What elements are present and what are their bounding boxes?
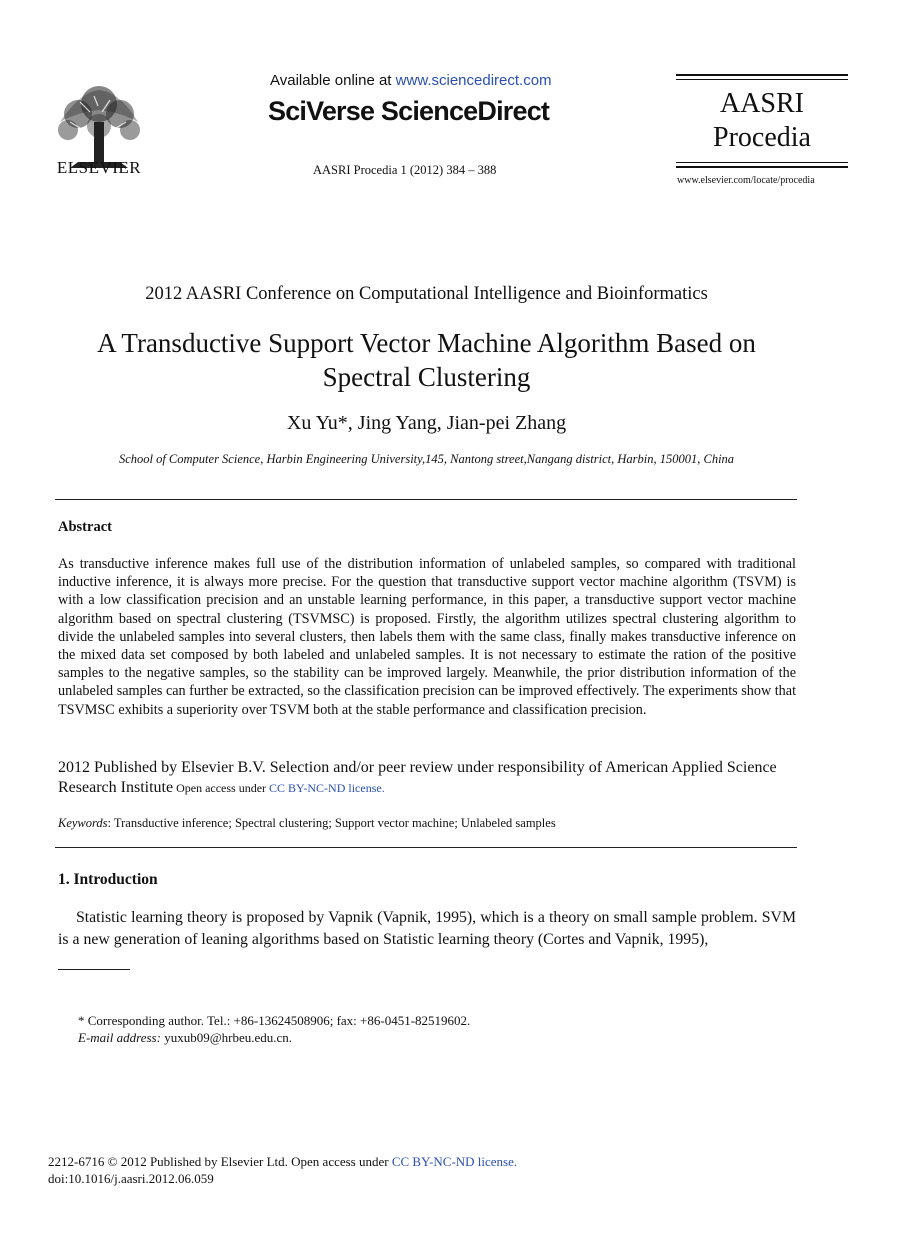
title-line-2: Spectral Clustering (322, 362, 531, 392)
footer-license-link[interactable]: CC BY-NC-ND license. (391, 1154, 518, 1169)
email-label: E-mail address: (78, 1030, 161, 1045)
available-online-line (270, 72, 552, 89)
divider-bottom (55, 847, 797, 848)
journal-rule-top-thick (676, 74, 848, 76)
journal-name-line2: Procedia (713, 122, 811, 153)
keywords-list: : Transductive inference; Spectral clustering; Support vector machine; Unlabeled samples (107, 816, 556, 830)
introduction-body (58, 907, 796, 950)
authors: Xu Yu*, Jing Yang, Jian-pei Zhang (286, 412, 567, 434)
journal-url[interactable]: www.elsevier.com/locate/procedia (677, 175, 815, 186)
journal-rule-bottom-thick (676, 166, 848, 168)
published-text: 2012 Published by Elsevier B.V. Selection and/or peer review under responsibility of American Applied Science Research Institute (58, 759, 777, 796)
open-access-prefix: Open access under (173, 781, 270, 795)
issn-line (48, 1154, 517, 1170)
keywords-line (58, 816, 556, 831)
footnote-rule (58, 969, 130, 970)
section-heading-introduction: 1. Introduction (58, 871, 158, 888)
journal-reference: AASRI Procedia 1 (2012) 384 – 388 (313, 163, 497, 177)
conference-name: 2012 AASRI Conference on Computational Intelligence and Bioinformatics (145, 284, 708, 304)
introduction-text: Statistic learning theory is proposed by Vapnik (Vapnik, 1995), which is a theory on small sample problem. SVM is a new generation of leaning algorithms based on Statistic learning theory (Cortes and Vapnik, 1995), (58, 909, 796, 948)
keywords-label: Keywords (58, 816, 108, 830)
available-prefix: Available online at (270, 72, 396, 89)
publisher-name: ELSEVIER (56, 158, 142, 177)
issn-text: 2212-6716 © 2012 Published by Elsevier Ltd. Open access under (48, 1154, 392, 1169)
paper-title (40, 326, 813, 394)
platform-name: SciVerse ScienceDirect (268, 96, 550, 126)
footnote-email (78, 1030, 292, 1046)
abstract-heading: Abstract (58, 519, 112, 535)
journal-name-line1: AASRI (719, 88, 804, 119)
affiliation: School of Computer Science, Harbin Engineering University,145, Nantong street,Nangang district, Harbin, 150001, China (118, 452, 735, 466)
title-line-1: A Transductive Support Vector Machine Algorithm Based on (97, 328, 756, 358)
doi[interactable]: doi:10.1016/j.aasri.2012.06.059 (48, 1171, 214, 1186)
divider-top (55, 499, 797, 500)
journal-rule-top-thin (676, 79, 848, 80)
abstract-body: As transductive inference makes full use of the distribution information of unlabeled samples, so compared with traditional inductive inference, it is always more precise. For the question that transductive support vector machine algorithm (TSVM) is with a low classification precision and an unstable learning performance, in this paper, a transductive support vector machine algorithm based on spectral clustering (TSVMSC) is proposed. Firstly, the algorithm utilizes spectral clustering algorithm to divide the unlabeled samples into several clusters, then labels them with the same class, finally makes transductive inference on the mixed data set composed by both labeled and unlabeled samples. It is not necessary to estimate the ration of the positive samples to the negative samples, so the stability can be improved largely. Meanwhile, the prior distribution information of the unlabeled samples can further be extracted, so the classification precision can be improved effectively. The experiments show that TSVMSC exhibits a superiority over TSVM both at the stable performance and classification precision. (58, 556, 797, 718)
footnote-corresponding-author: * Corresponding author. Tel.: +86-13624508906; fax: +86-0451-82519602. (78, 1013, 471, 1028)
email-address: yuxub09@hrbeu.edu.cn. (160, 1030, 293, 1045)
published-statement (58, 758, 796, 798)
sciencedirect-link[interactable]: www.sciencedirect.com (395, 72, 552, 89)
license-link[interactable]: CC BY-NC-ND license. (269, 781, 385, 795)
journal-rule-bottom-thin (676, 162, 848, 163)
